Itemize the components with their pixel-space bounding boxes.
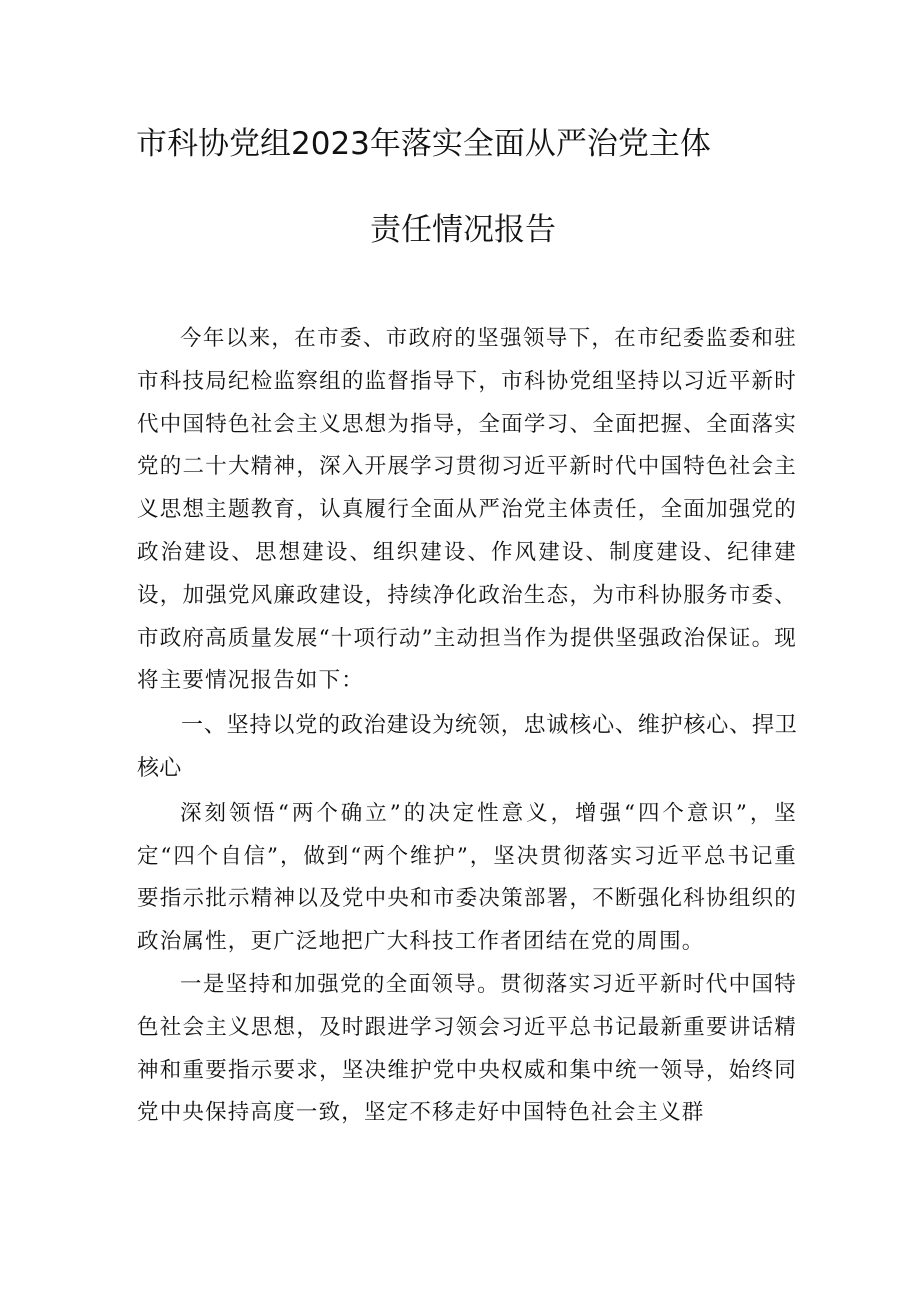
- paragraph-section-1: 深刻领悟“两个确立”的决定性意义，增强“四个意识”，坚定“四个自信”，做到“两个维护”，坚决贯彻落实习近平总书记重要指示批示精神以及党中央和市委决策部署，不断强化科协组织的政治属性，更广泛地把广大科技工作者团结在党的周围。: [137, 800, 797, 955]
- paragraph-intro: 今年以来，在市委、市政府的坚强领导下，在市纪委监委和驻市科技局纪检监察组的监督指导下，市科协党组坚持以习近平新时代中国特色社会主义思想为指导，全面学习、全面把握、全面落实党的二十大精神，深入开展学习贯彻习近平新时代中国特色社会主义思想主题教育，认真履行全面从严治党主体责任，全面加强党的政治建设、思想建设、组织建设、作风建设、制度建设、纪律建设，加强党风廉政建设，持续净化政治生态，为市科协服务市委、市政府高质量发展“十项行动”主动担当作为提供坚强政治保证。现将主要情况报告如下：: [137, 326, 797, 694]
- document-body: [137, 318, 797, 1135]
- document-title-line-2: 责任情况报告: [370, 212, 556, 248]
- section-heading-1: 一、坚持以党的政治建设为统领，忠诚核心、维护核心、捍卫核心: [137, 713, 797, 781]
- paragraph-item-1: 一是坚持和加强党的全面领导。贯彻落实习近平新时代中国特色社会主义思想，及时跟进学习领会习近平总书记最新重要讲话精神和重要指示要求，坚决维护党中央权威和集中统一领导，始终同党中央保持高度一致，坚定不移走好中国特色社会主义群: [137, 971, 797, 1126]
- document-title-line-1: 市科协党组2023年落实全面从严治党主体: [136, 126, 711, 162]
